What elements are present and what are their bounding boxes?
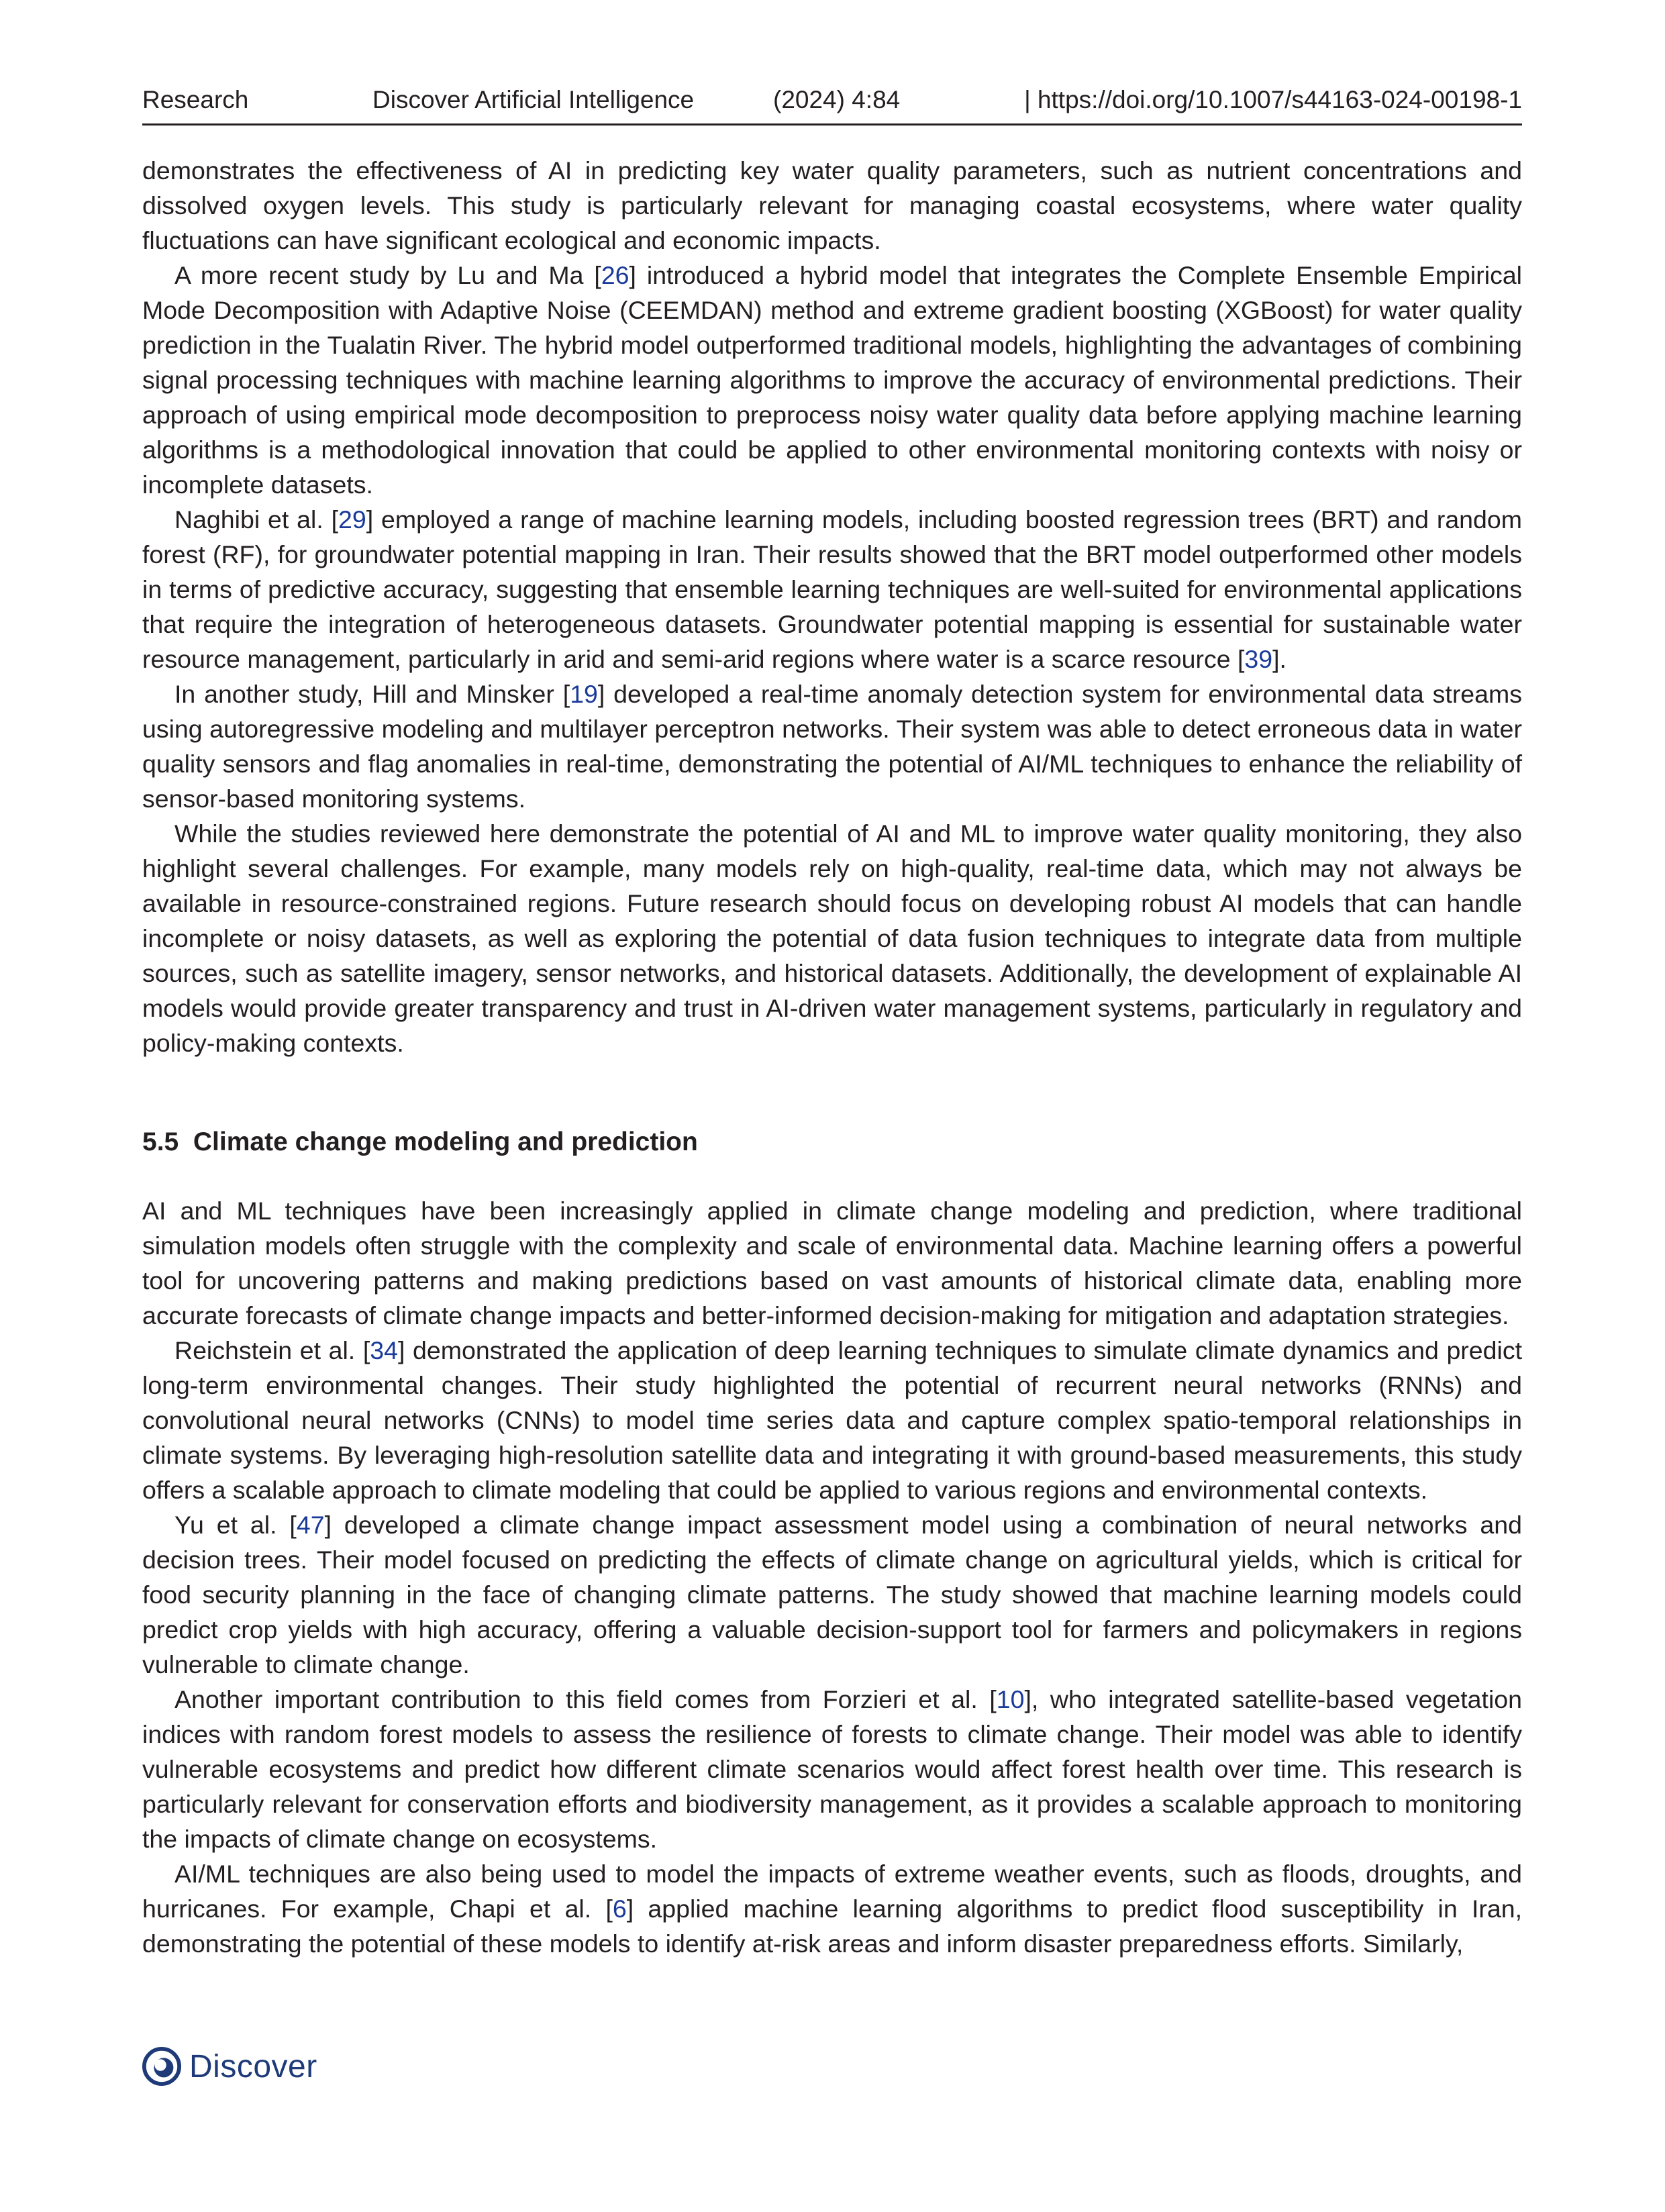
paragraph: demonstrates the effectiveness of AI in predicting key water quality parameters, such as nutrient concentrations and dissolved oxygen levels. This study is particularly relevant for managing coastal ecosystems, where water quality fluctuations can have significant ecological and economic impacts.: [142, 156, 1522, 254]
logo-text: Discover: [189, 2048, 317, 2084]
section-title: Climate change modeling and prediction: [193, 1127, 698, 1156]
running-header: [142, 86, 1522, 119]
citation-link[interactable]: 47: [296, 1511, 325, 1539]
header-section: Research: [142, 86, 249, 113]
citation-link[interactable]: 6: [612, 1895, 627, 1923]
header-journal: Discover Artificial Intelligence: [372, 86, 695, 113]
paragraph: While the studies reviewed here demonstrate the potential of AI and ML to improve water quality monitoring, they also highlight several challenges. For example, many models rely on high-quality, real-time data, which may not always be available in resource-constrained regions. Future research should focus on developing robust AI models that can handle incomplete or noisy datasets, as well as exploring the potential of data fusion techniques to integrate data from multiple sources, such as satellite imagery, sensor networks, and historical datasets. Additionally, the development of explainable AI models would provide greater transparency and trust in AI-driven water management systems, particularly in regulatory and policy-making contexts.: [142, 819, 1522, 1057]
header-volume: (2024) 4:84: [773, 86, 901, 113]
citation-link[interactable]: 19: [570, 680, 598, 708]
discover-logo-icon: [142, 2047, 181, 2086]
header-doi[interactable]: | https://doi.org/10.1007/s44163-024-00198-1: [1024, 86, 1522, 113]
citation-link[interactable]: 39: [1244, 645, 1273, 673]
paragraph: AI/ML techniques are also being used to model the impacts of extreme weather events, such as floods, droughts, and hurricanes. For example, Chapi et al. [6] applied machine learning algorithms to predict flood susceptibility in Iran, demonstrating the potential of these models to identify at-risk areas and inform disaster preparedness efforts. Similarly,: [142, 1860, 1522, 1958]
paragraph: In another study, Hill and Minsker [19] developed a real-time anomaly detection system for environmental data streams using autoregressive modeling and multilayer perceptron networks. Their system was able to detect erroneous data in water quality sensors and flag anomalies in real-time, demonstrating the potential of AI/ML techniques to enhance the reliability of sensor-based monitoring systems.: [142, 680, 1523, 813]
paragraph: Naghibi et al. [29] employed a range of machine learning models, including boosted regression trees (BRT) and random forest (RF), for groundwater potential mapping in Iran. Their results showed that the BRT model outperformed other models in terms of predictive accuracy, suggesting that ensemble learning techniques are well-suited for environmental applications that require the integration of heterogeneous datasets. Groundwater potential mapping is essential for sustainable water resource management, particularly in arid and semi-arid regions where water is a scarce resource [39].: [142, 505, 1522, 673]
citation-link[interactable]: 34: [370, 1336, 398, 1364]
section-number: 5.5: [142, 1127, 179, 1156]
paragraph: Yu et al. [47] developed a climate change impact assessment model using a combination of neural networks and decision trees. Their model focused on predicting the effects of climate change on agricultural yields, which is critical for food security planning in the face of changing climate patterns. The study showed that machine learning models could predict crop yields with high accuracy, offering a valuable decision-support tool for farmers and policymakers in regions vulnerable to climate change.: [142, 1511, 1523, 1678]
paragraph: A more recent study by Lu and Ma [26] introduced a hybrid model that integrates the Complete Ensemble Empirical Mode Decomposition with Adaptive Noise (CEEMDAN) method and extreme gradient boosting (XGBoost) for water quality prediction in the Tualatin River. The hybrid model outperformed traditional models, highlighting the advantages of combining signal processing techniques with machine learning algorithms to improve the accuracy of environmental predictions. Their approach of using empirical mode decomposition to preprocess noisy water quality data before applying machine learning algorithms is a methodological innovation that could be applied to other environmental monitoring contexts with noisy or incomplete datasets.: [142, 261, 1523, 499]
section-heading: [142, 1125, 1522, 1160]
header-rule: [142, 123, 1522, 125]
article-body: [142, 153, 1522, 1961]
citation-link[interactable]: 29: [338, 505, 366, 534]
discover-logo: [142, 2043, 317, 2090]
paragraph: Another important contribution to this field comes from Forzieri et al. [10], who integrated satellite-based vegetation indices with random forest models to assess the resilience of forests to climate change. Their model was able to identify vulnerable ecosystems and predict how different climate scenarios would affect forest health over time. This research is particularly relevant for conservation efforts and biodiversity management, as it provides a scalable approach to monitoring the impacts of climate change on ecosystems.: [142, 1685, 1522, 1853]
citation-link[interactable]: 10: [996, 1685, 1025, 1713]
paragraph: AI and ML techniques have been increasingly applied in climate change modeling and prediction, where traditional simulation models often struggle with the complexity and scale of environmental data. Machine learning offers a powerful tool for uncovering patterns and making predictions based on vast amounts of historical climate data, enabling more accurate forecasts of climate change impacts and better-informed decision-making for mitigation and adaptation strategies.: [142, 1197, 1522, 1329]
citation-link[interactable]: 26: [601, 261, 629, 289]
paragraph: Reichstein et al. [34] demonstrated the application of deep learning techniques to simulate climate dynamics and predict long-term environmental changes. Their study highlighted the potential of recurrent neural networks (RNNs) and convolutional neural networks (CNNs) to model time series data and capture complex spatio-temporal relationships in climate systems. By leveraging high-resolution satellite data and integrating it with ground-based measurements, this study offers a scalable approach to climate modeling that could be applied to various regions and environmental contexts.: [142, 1336, 1522, 1504]
